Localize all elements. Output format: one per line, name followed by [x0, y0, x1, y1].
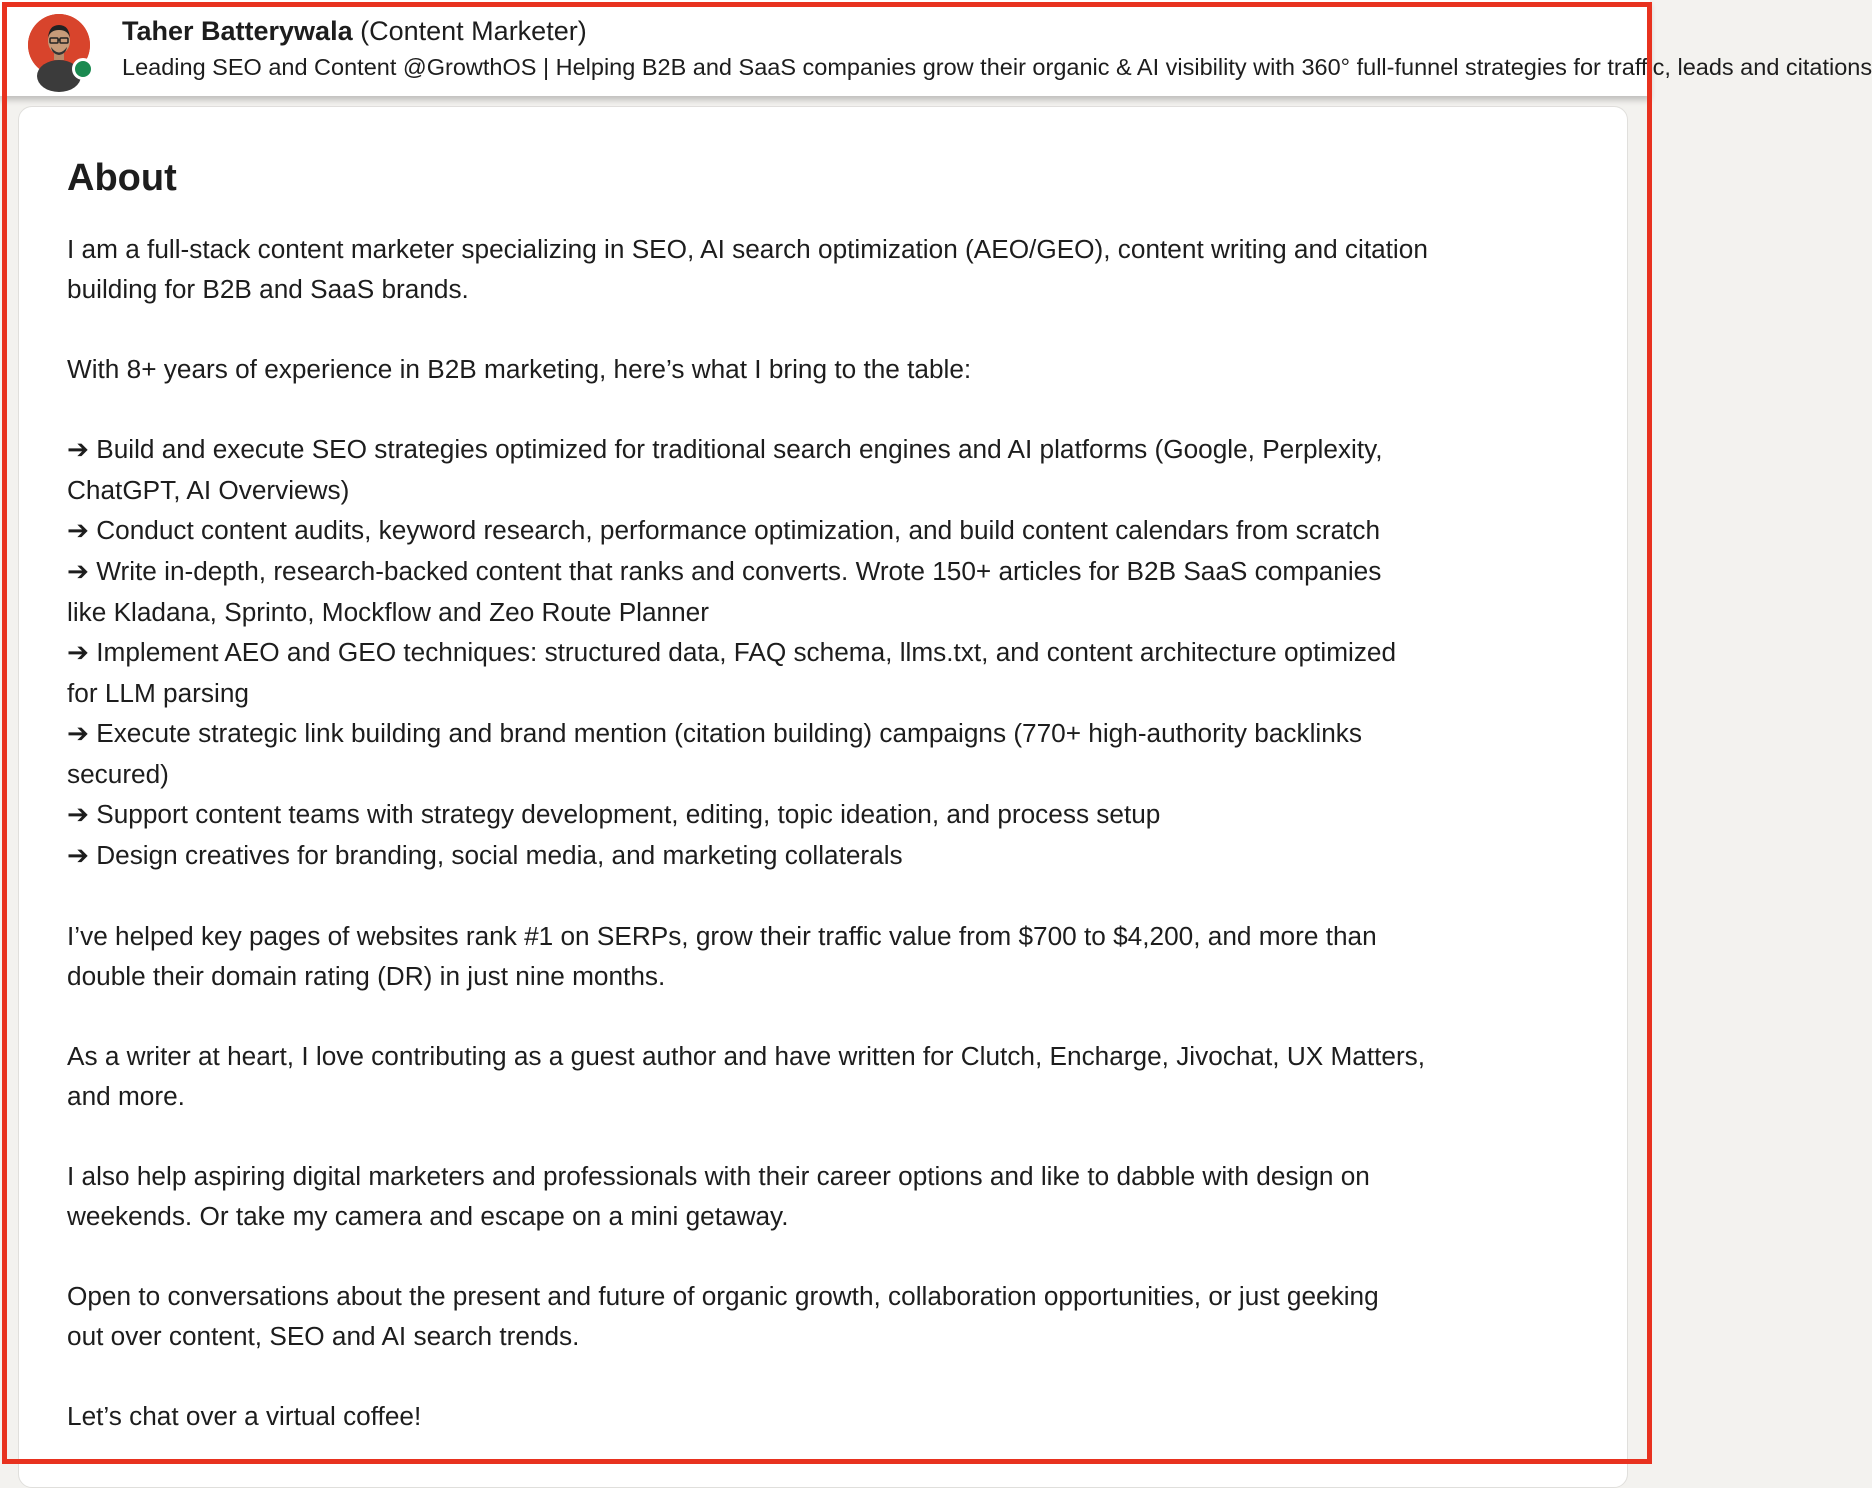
paragraph-gap: [67, 876, 1607, 916]
bullet-text: Conduct content audits, keyword research, performance optimization, and build content calendars from scratch: [96, 515, 1381, 545]
bullet-line: [67, 429, 1607, 470]
arrow-icon: ➔: [67, 435, 89, 465]
bullet-text: Design creatives for branding, social media, and marketing collaterals: [96, 840, 903, 870]
about-text: [67, 229, 1607, 1436]
online-status-icon: [72, 58, 94, 80]
profile-sticky-header: [0, 0, 1872, 96]
bullet-continuation: for LLM parsing: [67, 678, 249, 708]
bullet-line: [67, 713, 1607, 754]
bullet-text: Support content teams with strategy development, editing, topic ideation, and process setup: [96, 799, 1161, 829]
arrow-icon: ➔: [67, 557, 89, 587]
about-section: [18, 106, 1628, 1488]
paragraph-gap: [67, 996, 1607, 1036]
paragraph-gap: [67, 1356, 1607, 1396]
about-line: out over content, SEO and AI search trends.: [67, 1321, 580, 1351]
about-line: I am a full-stack content marketer specializing in SEO, AI search optimization (AEO/GEO), content writing and citation: [67, 234, 1428, 264]
about-line: building for B2B and SaaS brands.: [67, 274, 469, 304]
bullet-text: Implement AEO and GEO techniques: structured data, FAQ schema, llms.txt, and content architecture optimized: [96, 637, 1397, 667]
paragraph-gap: [67, 1116, 1607, 1156]
about-line: weekends. Or take my camera and escape on a mini getaway.: [67, 1201, 789, 1231]
about-line: double their domain rating (DR) in just nine months.: [67, 961, 666, 991]
about-line: Open to conversations about the present and future of organic growth, collaboration opportunities, or just geeking: [67, 1281, 1379, 1311]
bullet-text: Execute strategic link building and brand mention (citation building) campaigns (770+ high-authority backlinks: [96, 718, 1362, 748]
bullet-line: [67, 551, 1607, 592]
profile-tagline: Leading SEO and Content @GrowthOS | Helping B2B and SaaS companies grow their organic & AI visibility with 360° full-funnel strategies for traffic, leads and citations: [122, 54, 1872, 80]
bullet-line: [67, 794, 1607, 835]
profile-role: (Content Marketer): [360, 16, 587, 46]
bullet-text: Write in-depth, research-backed content that ranks and converts. Wrote 150+ articles for B2B SaaS companies: [96, 556, 1382, 586]
about-line: I’ve helped key pages of websites rank #1 on SERPs, grow their traffic value from $700 to $4,200, and more than: [67, 921, 1377, 951]
bullet-continuation: secured): [67, 759, 169, 789]
about-line: With 8+ years of experience in B2B marketing, here’s what I bring to the table:: [67, 354, 972, 384]
paragraph-gap: [67, 309, 1607, 349]
bullet-line: [67, 632, 1607, 673]
about-line: and more.: [67, 1081, 185, 1111]
bullet-line: [67, 510, 1607, 551]
bullet-continuation: ChatGPT, AI Overviews): [67, 475, 350, 505]
bullet-continuation: like Kladana, Sprinto, Mockflow and Zeo Route Planner: [67, 597, 709, 627]
arrow-icon: ➔: [67, 719, 89, 749]
bullet-text: Build and execute SEO strategies optimized for traditional search engines and AI platforms (Google, Perplexity,: [96, 434, 1383, 464]
paragraph-gap: [67, 389, 1607, 429]
arrow-icon: ➔: [67, 516, 89, 546]
paragraph-gap: [67, 1236, 1607, 1276]
arrow-icon: ➔: [67, 638, 89, 668]
arrow-icon: ➔: [67, 841, 89, 871]
profile-name[interactable]: Taher Batterywala: [122, 16, 353, 46]
profile-heading: [122, 14, 587, 48]
about-line: I also help aspiring digital marketers and professionals with their career options and like to dabble with design on: [67, 1161, 1370, 1191]
about-line: As a writer at heart, I love contributing as a guest author and have written for Clutch, Encharge, Jivochat, UX Matters,: [67, 1041, 1426, 1071]
bullet-line: [67, 835, 1607, 876]
about-title: About: [67, 157, 177, 199]
arrow-icon: ➔: [67, 800, 89, 830]
about-closing: Let’s chat over a virtual coffee!: [67, 1401, 422, 1431]
